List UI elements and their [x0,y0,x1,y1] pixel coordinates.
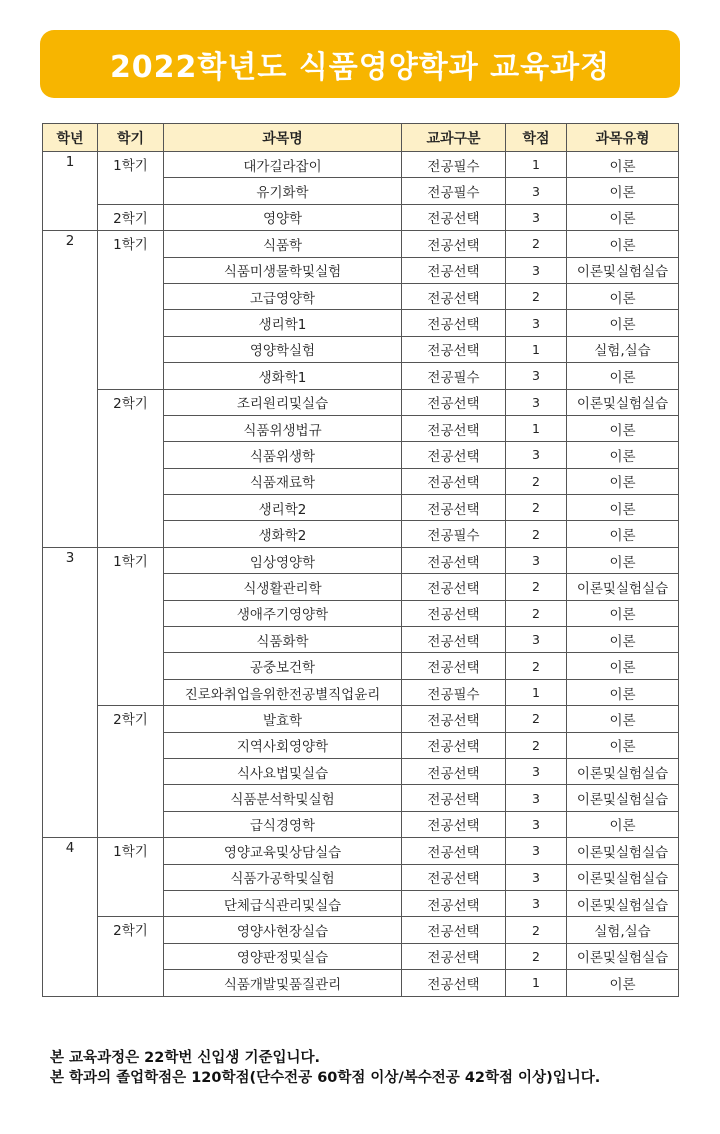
course-name-cell: 단체급식관리및실습 [164,890,402,916]
category-cell: 전공선택 [402,257,506,283]
credit-cell: 3 [506,389,567,415]
title-banner [40,30,680,98]
course-type-cell: 이론 [567,415,679,441]
course-type-cell: 이론 [567,521,679,547]
semester-cell: 2학기 [98,389,164,547]
course-type-cell: 이론및실험실습 [567,838,679,864]
course-name-cell: 영양교육및상담실습 [164,838,402,864]
course-name-cell: 지역사회영양학 [164,732,402,758]
category-cell: 전공선택 [402,231,506,257]
table-row [43,838,679,864]
credit-cell: 1 [506,679,567,705]
credit-cell: 2 [506,917,567,943]
header-category: 교과구분 [402,124,506,152]
header-course-type: 과목유형 [567,124,679,152]
course-name-cell: 급식경영학 [164,811,402,837]
table-row [43,389,679,415]
table-row [43,152,679,178]
semester-cell: 2학기 [98,204,164,230]
course-type-cell: 이론 [567,283,679,309]
course-name-cell: 조리원리및실습 [164,389,402,415]
course-type-cell: 이론 [567,231,679,257]
category-cell: 전공선택 [402,758,506,784]
category-cell: 전공선택 [402,389,506,415]
credit-cell: 2 [506,600,567,626]
course-name-cell: 식품화학 [164,627,402,653]
notes [50,1048,680,1088]
course-type-cell: 이론및실험실습 [567,389,679,415]
table-body [43,152,679,997]
credit-cell: 2 [506,732,567,758]
category-cell: 전공선택 [402,547,506,573]
table-row [43,547,679,573]
semester-cell: 1학기 [98,152,164,205]
year-cell: 4 [43,838,98,996]
category-cell: 전공선택 [402,864,506,890]
semester-cell: 2학기 [98,706,164,838]
category-cell: 전공선택 [402,890,506,916]
course-name-cell: 생리학1 [164,310,402,336]
category-cell: 전공선택 [402,283,506,309]
credit-cell: 3 [506,864,567,890]
table-header-row [43,124,679,152]
course-type-cell: 이론및실험실습 [567,890,679,916]
course-name-cell: 대가길라잡이 [164,152,402,178]
credit-cell: 1 [506,152,567,178]
course-type-cell: 이론 [567,600,679,626]
course-type-cell: 실험,실습 [567,336,679,362]
category-cell: 전공선택 [402,600,506,626]
category-cell: 전공선택 [402,917,506,943]
category-cell: 전공선택 [402,310,506,336]
course-name-cell: 생리학2 [164,495,402,521]
category-cell: 전공선택 [402,785,506,811]
credit-cell: 3 [506,627,567,653]
header-semester: 학기 [98,124,164,152]
course-name-cell: 유기화학 [164,178,402,204]
note-line: 본 학과의 졸업학점은 120학점(단수전공 60학점 이상/복수전공 42학점 이상)입니다. [50,1070,601,1086]
year-cell: 2 [43,231,98,548]
course-name-cell: 식품가공학및실험 [164,864,402,890]
credit-cell: 3 [506,811,567,837]
course-name-cell: 생화학2 [164,521,402,547]
course-name-cell: 식품개발및품질관리 [164,970,402,996]
category-cell: 전공선택 [402,468,506,494]
course-name-cell: 식사요법및실습 [164,758,402,784]
course-type-cell: 이론 [567,679,679,705]
category-cell: 전공필수 [402,152,506,178]
category-cell: 전공선택 [402,336,506,362]
course-name-cell: 영양학 [164,204,402,230]
course-name-cell: 식품분석학및실험 [164,785,402,811]
course-name-cell: 식품미생물학및실험 [164,257,402,283]
course-type-cell: 이론 [567,547,679,573]
category-cell: 전공선택 [402,442,506,468]
table-row [43,917,679,943]
course-type-cell: 이론 [567,468,679,494]
semester-cell: 1학기 [98,838,164,917]
credit-cell: 2 [506,231,567,257]
category-cell: 전공선택 [402,574,506,600]
course-name-cell: 생화학1 [164,363,402,389]
course-type-cell: 이론 [567,970,679,996]
header-year: 학년 [43,124,98,152]
credit-cell: 3 [506,838,567,864]
curriculum-table [42,123,679,997]
credit-cell: 3 [506,547,567,573]
course-type-cell: 이론및실험실습 [567,758,679,784]
credit-cell: 3 [506,442,567,468]
course-type-cell: 이론 [567,732,679,758]
course-type-cell: 이론 [567,495,679,521]
credit-cell: 3 [506,204,567,230]
category-cell: 전공선택 [402,627,506,653]
credit-cell: 2 [506,943,567,969]
credit-cell: 1 [506,336,567,362]
category-cell: 전공필수 [402,521,506,547]
course-type-cell: 이론 [567,706,679,732]
course-name-cell: 식품위생학 [164,442,402,468]
course-name-cell: 영양학실험 [164,336,402,362]
category-cell: 전공필수 [402,363,506,389]
category-cell: 전공선택 [402,970,506,996]
credit-cell: 3 [506,310,567,336]
category-cell: 전공선택 [402,706,506,732]
course-type-cell: 이론 [567,627,679,653]
course-name-cell: 고급영양학 [164,283,402,309]
category-cell: 전공필수 [402,679,506,705]
header-course-name: 과목명 [164,124,402,152]
page-title: 2022학년도 식품영양학과 교육과정 [109,50,611,85]
course-name-cell: 식품학 [164,231,402,257]
semester-cell: 2학기 [98,917,164,996]
semester-cell: 1학기 [98,231,164,389]
credit-cell: 1 [506,415,567,441]
course-type-cell: 이론 [567,178,679,204]
credit-cell: 3 [506,363,567,389]
course-type-cell: 이론및실험실습 [567,574,679,600]
table-row [43,706,679,732]
course-name-cell: 발효학 [164,706,402,732]
course-name-cell: 영양사현장실습 [164,917,402,943]
credit-cell: 2 [506,283,567,309]
category-cell: 전공선택 [402,653,506,679]
category-cell: 전공필수 [402,178,506,204]
credit-cell: 2 [506,495,567,521]
category-cell: 전공선택 [402,732,506,758]
category-cell: 전공선택 [402,415,506,441]
course-type-cell: 이론 [567,204,679,230]
course-name-cell: 진로와취업을위한전공별직업윤리 [164,679,402,705]
credit-cell: 2 [506,468,567,494]
year-cell: 3 [43,547,98,837]
course-type-cell: 이론 [567,152,679,178]
header-credit: 학점 [506,124,567,152]
note-line: 본 교육과정은 22학번 신입생 기준입니다. [50,1050,320,1066]
year-cell: 1 [43,152,98,231]
credit-cell: 3 [506,257,567,283]
course-name-cell: 생애주기영양학 [164,600,402,626]
course-name-cell: 식생활관리학 [164,574,402,600]
credit-cell: 3 [506,890,567,916]
category-cell: 전공선택 [402,811,506,837]
credit-cell: 3 [506,178,567,204]
course-name-cell: 공중보건학 [164,653,402,679]
course-type-cell: 이론 [567,363,679,389]
course-name-cell: 식품위생법규 [164,415,402,441]
course-type-cell: 이론 [567,442,679,468]
course-name-cell: 식품재료학 [164,468,402,494]
course-type-cell: 이론및실험실습 [567,943,679,969]
course-name-cell: 임상영양학 [164,547,402,573]
credit-cell: 2 [506,574,567,600]
course-type-cell: 실험,실습 [567,917,679,943]
table-row [43,204,679,230]
credit-cell: 1 [506,970,567,996]
course-type-cell: 이론 [567,310,679,336]
course-type-cell: 이론및실험실습 [567,257,679,283]
credit-cell: 3 [506,758,567,784]
course-type-cell: 이론 [567,653,679,679]
course-type-cell: 이론및실험실습 [567,864,679,890]
category-cell: 전공선택 [402,943,506,969]
semester-cell: 1학기 [98,547,164,705]
table-row [43,231,679,257]
credit-cell: 3 [506,785,567,811]
course-type-cell: 이론 [567,811,679,837]
category-cell: 전공선택 [402,838,506,864]
credit-cell: 2 [506,653,567,679]
course-name-cell: 영양판정및실습 [164,943,402,969]
course-type-cell: 이론및실험실습 [567,785,679,811]
category-cell: 전공선택 [402,495,506,521]
credit-cell: 2 [506,521,567,547]
category-cell: 전공선택 [402,204,506,230]
credit-cell: 2 [506,706,567,732]
